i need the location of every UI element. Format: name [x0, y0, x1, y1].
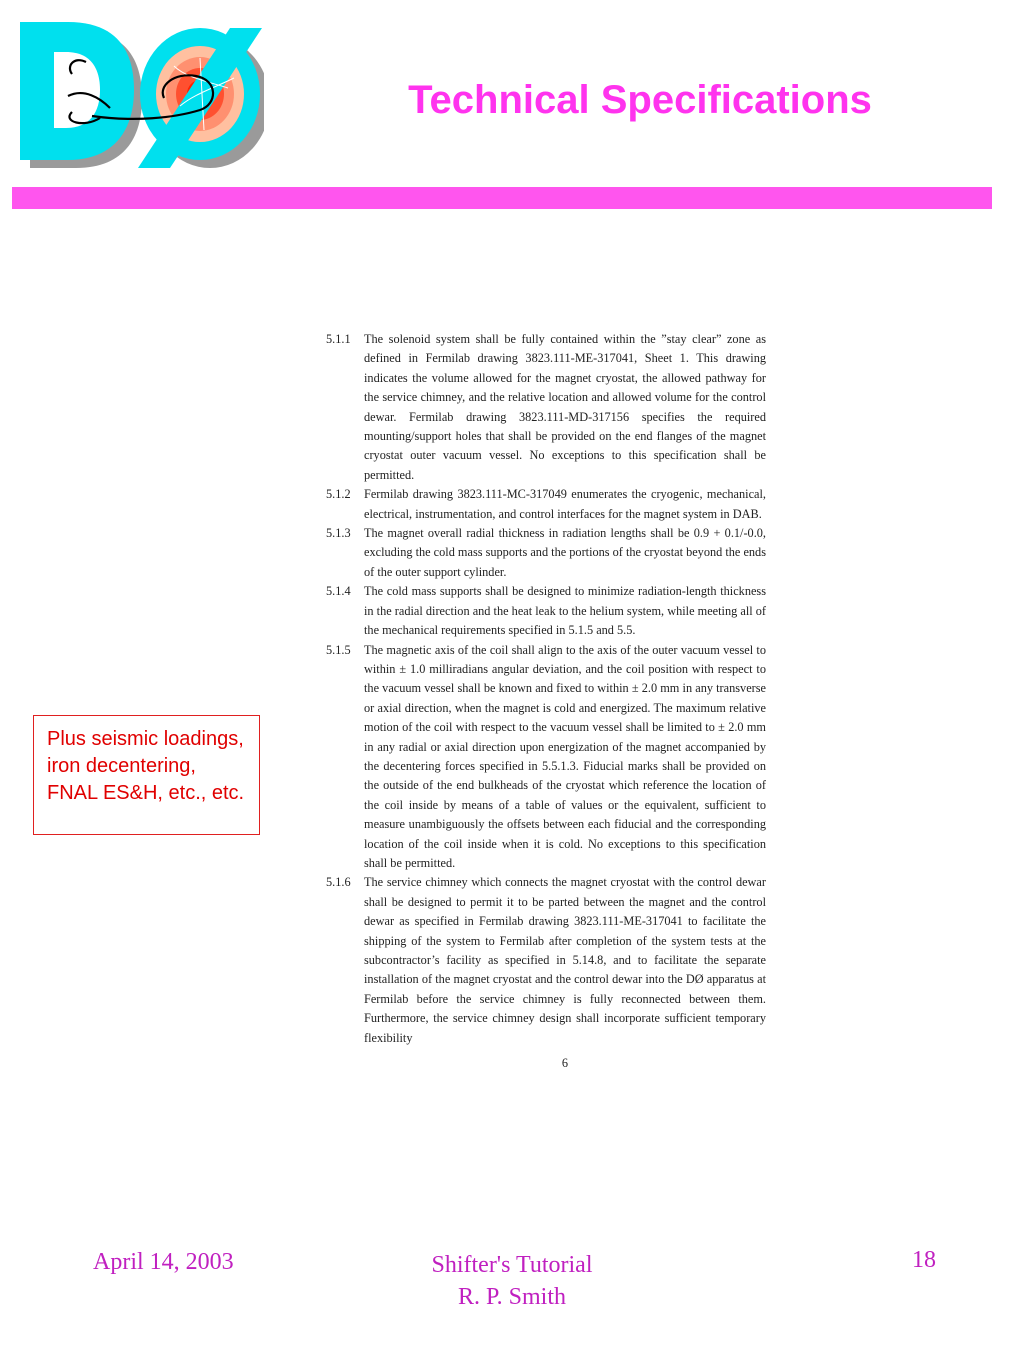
spec-number: 5.1.6: [326, 875, 351, 890]
title-divider-bar: [12, 187, 992, 209]
footer-presentation-info: [362, 1249, 662, 1313]
spec-item: [326, 873, 766, 1048]
spec-number: 5.1.2: [326, 487, 351, 502]
spec-item: [326, 524, 766, 582]
spec-item: [326, 582, 766, 640]
spec-text: The magnet overall radial thickness in radiation lengths shall be 0.9 + 0.1/-0.0, excluding the cold mass supports and the portions of the cryostat beyond the ends of the outer support cylinder.: [364, 526, 766, 579]
spec-item: [326, 485, 766, 524]
spec-text: Fermilab drawing 3823.111-MC-317049 enumerates the cryogenic, mechanical, electrical, instrumentation, and control interfaces for the magnet system in DAB.: [364, 487, 766, 521]
document-page-number: 6: [561, 1056, 569, 1071]
spec-item: [326, 641, 766, 874]
spec-item: [326, 330, 766, 485]
spec-text: The solenoid system shall be fully contained within the ”stay clear” zone as defined in Fermilab drawing 3823.111-ME-317041, Sheet 1. This drawing indicates the volume allowed for the magnet cryostat, the allowed pathway for the service chimney, and the relative location and allowed volume for the control dewar. Fermilab drawing 3823.111-MD-317156 specifies the required mounting/support holes that shall be provided on the end flanges of the magnet cryostat outer vacuum vessel. No exceptions to this specification shall be permitted.: [364, 332, 766, 482]
spec-number: 5.1.1: [326, 332, 351, 346]
footer-date: April 14, 2003: [93, 1249, 234, 1275]
slide-number: 18: [912, 1247, 936, 1273]
footer-title: Shifter's Tutorial: [431, 1252, 593, 1278]
page-title: Technical Specifications: [408, 78, 872, 122]
footer-author: R. P. Smith: [457, 1284, 567, 1310]
spec-text: The magnetic axis of the coil shall align to the axis of the outer vacuum vessel to within ± 1.0 milliradians angular deviation, and the coil position with respect to the vacuum vessel shall be known and fixed to within ± 2.0 mm in any transverse or axial direction, when the magnet is cold and energized. The maximum relative motion of the coil with respect to the vacuum vessel shall be limited to ± 2.0 mm in any radial or axial direction upon energization of the magnet accompanied by the decentering forces specified in 5.5.1.3. Fiducial marks shall be provided on the outside of the end bulkheads of the cryostat which reference the location of the coil inside by means of a table of values or the equivalent, sufficient to measure unambiguously the offsets between each fiducial and the corresponding location of the coil inside when it is cold. No exceptions to this specification shall be permitted.: [364, 642, 766, 870]
spec-text: The cold mass supports shall be designed to minimize radiation-length thickness in the radial direction and the heat leak to the helium system, while meeting all of the mechanical requirements specified in 5.1.5 and 5.5.: [364, 584, 766, 638]
spec-number: 5.1.4: [326, 584, 351, 599]
spec-text: The service chimney which connects the magnet cryostat with the control dewar shall be designed to permit it to be parted between the magnet and the control dewar as specified in Fermilab drawing 3823.111-ME-317041 to facilitate the shipping of the system to Fermilab after completion of the system tests at the subcontractor’s facility as specified in 5.14.8, and to facilitate the separate installation of the magnet cryostat and the control dewar into the DØ apparatus at Fermilab before the service chimney is fully reconnected between them. Furthermore, the service chimney design shall incorporate sufficient temporary flexibility: [364, 875, 766, 1045]
spec-number: 5.1.3: [326, 526, 351, 541]
specification-document: [326, 330, 766, 1073]
spec-number: 5.1.5: [326, 642, 351, 657]
d0-logo: [14, 18, 264, 176]
annotation-note: Plus seismic loadings, iron decentering, FNAL ES&H, etc., etc.: [33, 715, 260, 835]
